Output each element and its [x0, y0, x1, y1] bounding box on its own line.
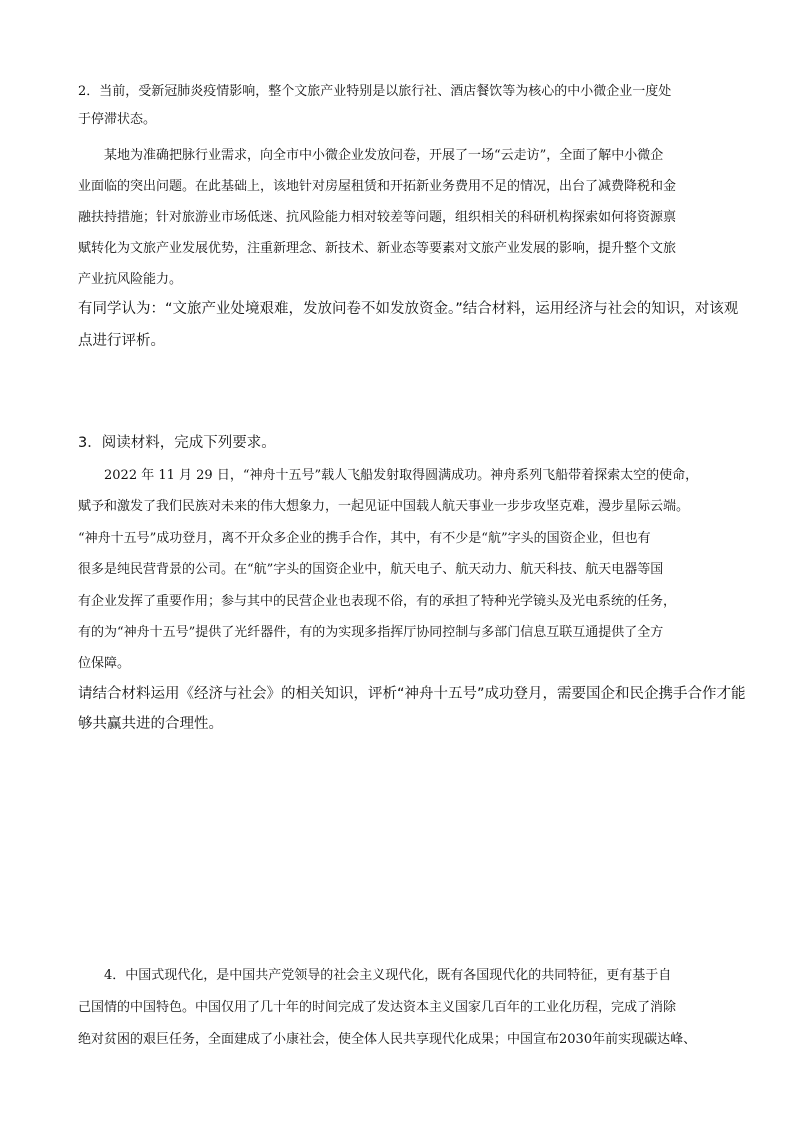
- q3-material-line-7: 位保障。: [78, 656, 131, 671]
- q3-material-line-6: 有的为“神舟十五号”提供了光纤器件，有的为实现多指挥厅协同控制与多部门信息互联互通提供了全方: [78, 625, 664, 640]
- q2-material-line-1: 某地为准确把脉行业需求，向全市中小微企业发放问卷，开展了一场“云走访”，全面了解中小微企: [104, 148, 664, 163]
- q3-question-line-1: 请结合材料运用《经济与社会》的相关知识，评析“神舟十五号”成功登月，需要国企和民企携手合作才能: [78, 686, 746, 702]
- q4-text-line-2: 己国情的中国特色。中国仅用了几十年的时间完成了发达资本主义国家几百年的工业化历程，完成了消除: [78, 1000, 677, 1015]
- q3-question-line-2: 够共赢共进的合理性。: [78, 716, 223, 732]
- q3-material-line-2: 赋予和激发了我们民族对未来的伟大想象力，一起见证中国载人航天事业一步步攻坚克难，漫步星际云端。: [78, 499, 690, 514]
- q2-stem-line-1: 2．当前，受新冠肺炎疫情影响，整个文旅产业特别是以旅行社、酒店餐饮等为核心的中小微企业一度处: [78, 84, 672, 99]
- q3-material-line-5: 有企业发挥了重要作用；参与其中的民营企业也表现不俗，有的承担了特种光学镜头及光电系统的任务，: [78, 594, 677, 609]
- q2-material-line-3: 融扶持措施；针对旅游业市场低迷、抗风险能力相对较差等问题，组织相关的科研机构探索如何将资源禀: [78, 210, 677, 225]
- q2-stem-line-2: 于停滞状态。: [78, 112, 157, 127]
- q2-question-line-1: 有同学认为：“文旅产业处境艰难，发放问卷不如发放资金。”结合材料，运用经济与社会的知识，对该观: [78, 301, 739, 317]
- q3-stem: 3．阅读材料，完成下列要求。: [78, 435, 276, 451]
- q3-material-line-3: “神舟十五号”成功登月，离不开众多企业的携手合作，其中，有不少是“航”字头的国资企业，但也有: [78, 531, 651, 546]
- q4-text-line-1: 4．中国式现代化，是中国共产党领导的社会主义现代化，既有各国现代化的共同特征，更有基于自: [104, 968, 672, 983]
- q2-question-line-2: 点进行评析。: [78, 333, 165, 349]
- q3-material-line-4: 很多是纯民营背景的公司。在“航”字头的国资企业中，航天电子、航天动力、航天科技、航天电器等国: [78, 562, 664, 577]
- q4-text-line-3: 绝对贫困的艰巨任务，全面建成了小康社会，使全体人民共享现代化成果；中国宣布2030年前实现碳达峰、: [78, 1032, 697, 1047]
- q2-material-line-5: 产业抗风险能力。: [78, 272, 183, 287]
- q2-material-line-2: 业面临的突出问题。在此基础上，该地针对房屋租赁和开拓新业务费用不足的情况，出台了减费降税和金: [78, 179, 677, 194]
- q3-material-line-1: 2022 年 11 月 29 日，“神舟十五号”载人飞船发射取得圆满成功。神舟系列飞船带着探索太空的使命，: [104, 468, 699, 483]
- q2-material-line-4: 赋转化为文旅产业发展优势，注重新理念、新技术、新业态等要素对文旅产业发展的影响，提升整个文旅: [78, 241, 677, 256]
